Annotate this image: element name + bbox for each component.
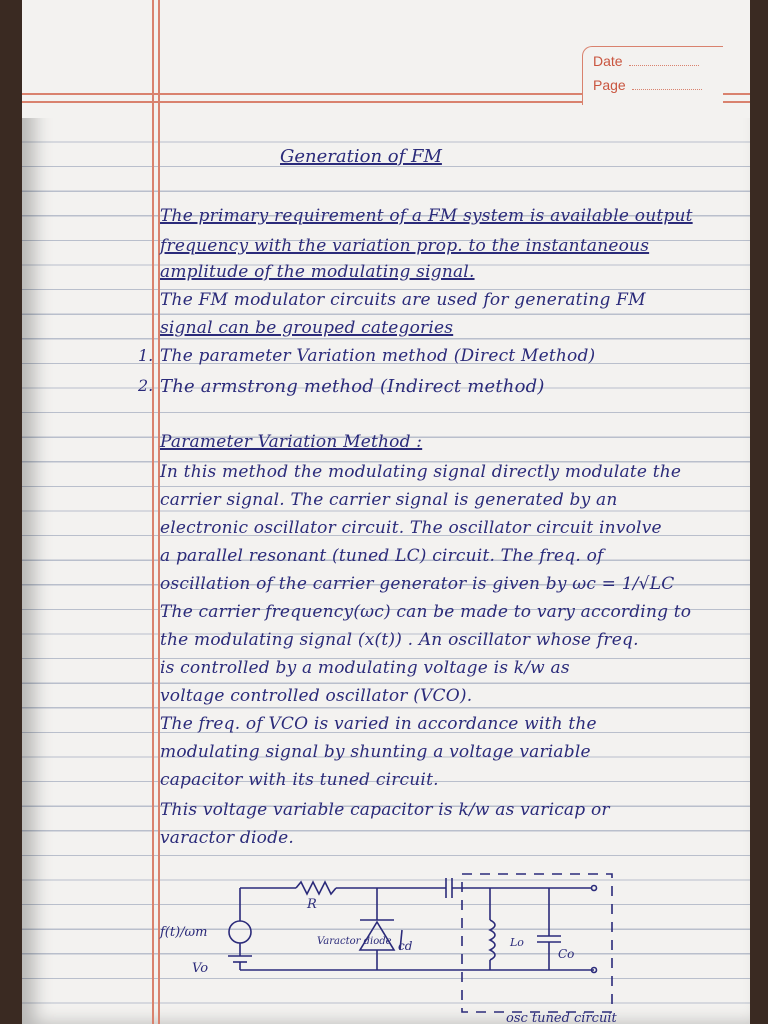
date-blank xyxy=(629,65,699,66)
body-line-4: a parallel resonant (tuned LC) circuit. The freq. of xyxy=(160,546,604,566)
resistor-label: R xyxy=(307,897,317,912)
date-row xyxy=(593,53,699,69)
body-line-6: The carrier frequency(ωc) can be made to vary according to xyxy=(160,602,692,622)
method-2-text: The armstrong method (Indirect method) xyxy=(160,376,545,397)
diode-label: Varactor diode xyxy=(317,936,392,947)
circuit-diagram xyxy=(22,860,750,1024)
inductor-symbol xyxy=(490,920,495,960)
method-1-number: 1. xyxy=(138,346,154,365)
body-line-10: The freq. of VCO is varied in accordance with the xyxy=(160,714,597,734)
capacitor-label: Co xyxy=(558,947,575,961)
intro-line-2: frequency with the variation prop. to the instantaneous xyxy=(160,236,650,256)
source-label: f(t)/ωm xyxy=(160,925,208,940)
tuned-circuit-label: osc tuned circuit xyxy=(506,1011,617,1024)
page-row xyxy=(593,77,702,93)
body-line-1: In this method the modulating signal directly modulate the xyxy=(160,462,682,482)
body-line-7: the modulating signal (x(t)) . An oscillator whose freq. xyxy=(160,630,639,650)
ac-source-symbol xyxy=(229,921,251,943)
bias-label: Vo xyxy=(192,961,209,976)
body-line-5: oscillation of the carrier generator is given by ωc = 1/√LC xyxy=(160,574,675,594)
body-line-11: modulating signal by shunting a voltage variable xyxy=(160,742,591,762)
resistor-symbol xyxy=(296,882,336,894)
page-blank xyxy=(632,89,702,90)
body-line-13: This voltage variable capacitor is k/w as varicap or xyxy=(160,800,610,820)
method-2-number: 2. xyxy=(138,376,154,395)
date-label: Date xyxy=(593,53,623,69)
intro-line-3: amplitude of the modulating signal. xyxy=(160,262,475,282)
body-line-9: voltage controlled oscillator (VCO). xyxy=(160,686,473,706)
body-line-2: carrier signal. The carrier signal is generated by an xyxy=(160,490,618,510)
inductor-label: Lo xyxy=(510,936,524,949)
page-title: Generation of FM xyxy=(280,146,442,167)
date-page-box xyxy=(582,46,723,105)
page-label: Page xyxy=(593,77,626,93)
method-1-text: The parameter Variation method (Direct Method) xyxy=(160,346,596,366)
cd-label: cd xyxy=(398,939,413,953)
intro-line-4: The FM modulator circuits are used for generating FM xyxy=(160,290,646,310)
body-line-8: is controlled by a modulating voltage is k/w as xyxy=(160,658,570,678)
section-heading: Parameter Variation Method : xyxy=(160,432,423,452)
tuned-circuit-box xyxy=(462,874,612,1012)
body-line-14: varactor diode. xyxy=(160,828,295,848)
intro-line-5: signal can be grouped categories xyxy=(160,318,454,338)
intro-line-1: The primary requirement of a FM system is available output xyxy=(160,206,693,226)
notebook-page xyxy=(22,0,750,1024)
body-line-3: electronic oscillator circuit. The oscillator circuit involve xyxy=(160,518,662,538)
body-line-12: capacitor with its tuned circuit. xyxy=(160,770,439,790)
